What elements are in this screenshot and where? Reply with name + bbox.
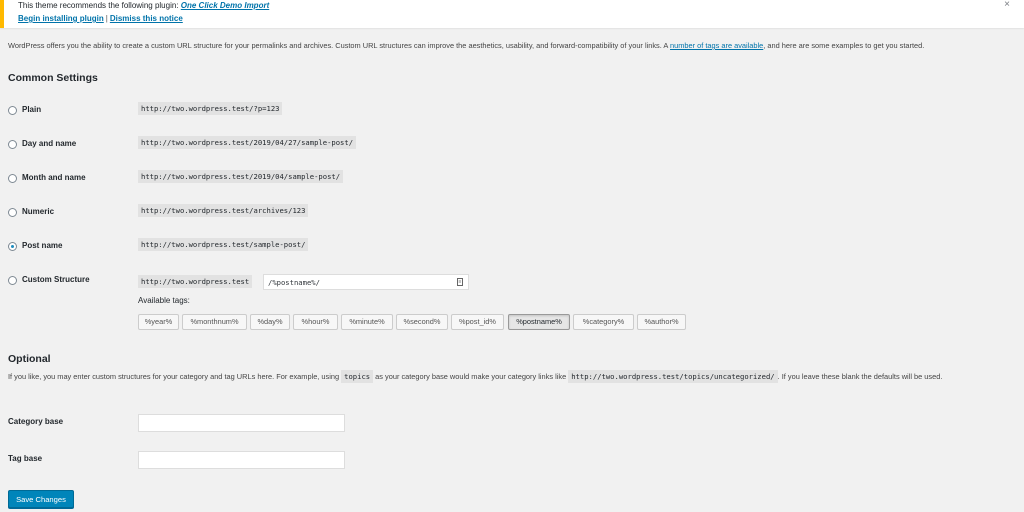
custom-structure-prefix: http://two.wordpress.test [138, 275, 252, 288]
desc-text: If you like, you may enter custom structures for your category and tag URLs here. For example, using [8, 372, 342, 381]
tag-base-input[interactable] [138, 451, 345, 469]
tag-button-minute[interactable]: %minute% [341, 314, 393, 330]
option-label: Custom Structure [22, 275, 90, 284]
notice-text: This theme recommends the following plugin: [18, 1, 179, 10]
begin-installing-link[interactable]: Begin installing plugin [18, 14, 104, 23]
desc-text: as your category base would make your category links like [373, 372, 569, 381]
tag-button-category[interactable]: %category% [573, 314, 634, 330]
close-icon[interactable]: × [1004, 0, 1010, 10]
available-tags-label: Available tags: [138, 296, 190, 305]
custom-structure-input[interactable]: /%postname%/ [263, 274, 469, 290]
intro-text-end: , and here are some examples to get you started. [763, 41, 925, 50]
tag-button-post-id[interactable]: %post_id% [451, 314, 504, 330]
radio-day-and-name[interactable] [8, 140, 17, 149]
notice-actions [18, 14, 183, 23]
dismiss-notice-link[interactable]: Dismiss this notice [109, 14, 183, 23]
tag-button-day[interactable]: %day% [250, 314, 290, 330]
code-topics: topics [341, 370, 373, 383]
category-base-input[interactable] [138, 414, 345, 432]
optional-heading: Optional [8, 353, 51, 365]
optional-description [8, 371, 1022, 382]
notice-text-row [18, 1, 269, 10]
radio-numeric[interactable] [8, 208, 17, 217]
option-label: Month and name [22, 173, 86, 182]
option-label: Day and name [22, 139, 77, 148]
radio-plain[interactable] [8, 106, 17, 115]
code-example-url: http://two.wordpress.test/topics/uncategorized/ [568, 370, 777, 383]
notice-separator: | [105, 14, 108, 23]
tag-button-author[interactable]: %author% [637, 314, 686, 330]
plugin-recommendation-notice [0, 0, 1024, 28]
common-settings-heading: Common Settings [8, 72, 98, 84]
example-url: http://two.wordpress.test/2019/04/sample-post/ [138, 170, 343, 183]
category-base-label: Category base [8, 417, 64, 426]
notepad-icon: ≡ [458, 279, 462, 285]
option-label: Numeric [22, 207, 55, 216]
tag-base-label: Tag base [8, 454, 43, 463]
option-label: Post name [22, 241, 63, 250]
tags-available-link[interactable]: number of tags are available [670, 41, 764, 50]
tag-button-hour[interactable]: %hour% [293, 314, 338, 330]
example-url: http://two.wordpress.test/2019/04/27/sample-post/ [138, 136, 356, 149]
example-url: http://two.wordpress.test/?p=123 [138, 102, 282, 115]
tag-button-second[interactable]: %second% [396, 314, 448, 330]
permalink-intro [8, 40, 1018, 51]
example-url: http://two.wordpress.test/archives/123 [138, 204, 308, 217]
radio-month-and-name[interactable] [8, 174, 17, 183]
example-url: http://two.wordpress.test/sample-post/ [138, 238, 308, 251]
plugin-link[interactable]: One Click Demo Import [180, 1, 270, 10]
radio-custom-structure[interactable] [8, 276, 17, 285]
radio-post-name[interactable] [8, 242, 17, 251]
desc-text: . If you leave these blank the defaults will be used. [777, 372, 943, 381]
option-label: Plain [22, 105, 42, 114]
save-changes-button[interactable]: Save Changes [8, 490, 74, 508]
intro-text: WordPress offers you the ability to create a custom URL structure for your permalinks and archives. Custom URL structures can improve the aesthetics, usability, and forward-compatibility of your links. A [8, 41, 671, 50]
tag-button-monthnum[interactable]: %monthnum% [182, 314, 247, 330]
tag-button-year[interactable]: %year% [138, 314, 179, 330]
tag-button-postname[interactable]: %postname% [508, 314, 570, 330]
